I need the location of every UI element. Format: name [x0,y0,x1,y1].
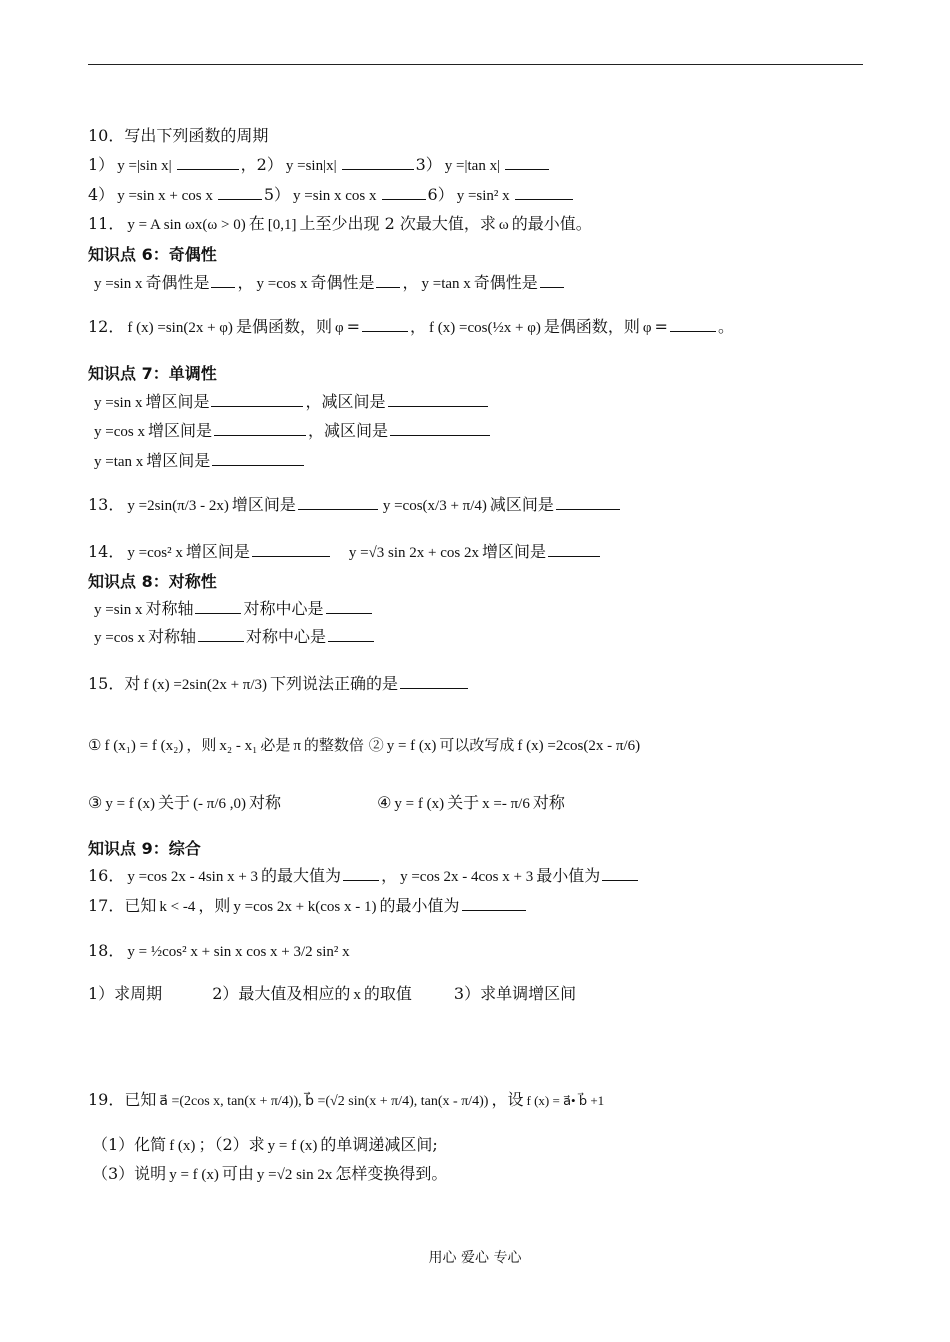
q19-line3: （3）说明 y = f (x) 可由 y =√2 sin 2x 怎样变换得到。 [92,1164,448,1183]
q10-line1: 1） y =|sin x| ，2） y =sin|x| 3） y =|tan x| [88,154,551,177]
q17: 17．已知 k < -4 ，则 y =cos 2x + k(cos x - 1) 的最小值为 [88,895,528,918]
heading-k8: 知识点 8：对称性 [88,572,217,591]
k7-line3: y =tan x 增区间是 [91,450,306,473]
heading-k9: 知识点 9：综合 [88,839,201,858]
q10-title: 10．写出下列函数的周期 [88,126,269,145]
header-rule [88,64,863,65]
q14: 14． y =cos² x 增区间是 y =√3 sin 2x + cos 2x 增区间是 [88,541,602,564]
q15-line1: 15．对 f (x) =2sin(2x + π/3) 下列说法正确的是 [88,673,470,696]
q15-line3: ③ y = f (x) 关于 (- π/6 ,0) 对称 ④ y = f (x) 关于 x =- π/6 对称 [88,793,565,812]
page-footer: 用心 爱心 专心 [428,1250,522,1266]
q18-line2: 1）求周期 2）最大值及相应的 x 的取值 3）求单调增区间 [88,984,577,1003]
q12: 12． f (x) =sin(2x + φ) 是偶函数，则 φ = ， f (x) =cos(½x + φ) 是偶函数，则 φ = 。 [88,317,734,336]
k8-line1: y =sin x 对称轴 对称中心是 [91,598,374,621]
k6-line1: y =sin x 奇偶性是 ， y =cos x 奇偶性是 ， y =tan x 奇偶性是 [91,272,566,295]
q15-line2: ① f (x₁) = f (x₂) ，则 x₂ - x₁ 必是 π 的整数倍 ② y = f (x) 可以改写成 f (x) =2cos(2x - π/6) [88,736,641,754]
heading-k7: 知识点 7：单调性 [88,364,217,383]
q19-line2: （1）化简 f (x) ；（2）求 y = f (x) 的单调递减区间; [92,1135,438,1154]
k8-line2: y =cos x 对称轴 对称中心是 [91,626,376,649]
k7-line2: y =cos x 增区间是 ，减区间是 [91,420,492,443]
k7-line1: y =sin x 增区间是 ，减区间是 [91,391,490,414]
q16: 16． y =cos 2x - 4sin x + 3 的最大值为 ， y =cos 2x - 4cos x + 3 最小值为 [88,865,640,888]
q10-line2: 4） y =sin x + cos x 5） y =sin x cos x 6） y =sin² x [88,184,575,207]
q19-line1: 19．已知 a⃗ =(2cos x, tan(x + π/4)), b⃗ =(√2 sin(x + π/4), tan(x - π/4)) ，设 f (x) = a⃗• b⃗ +1 [88,1090,605,1109]
heading-k6: 知识点 6：奇偶性 [88,245,217,264]
q11: 11． y = A sin ωx(ω > 0) 在 [0,1] 上至少出现 2 次最大值，求 ω 的最小值。 [88,214,592,233]
q13: 13． y =2sin(π/3 - 2x) 增区间是 y =cos(x/3 + π/4) 减区间是 [88,494,622,517]
q18-line1: 18． y = ½cos² x + sin x cos x + 3/2 sin² x [88,941,350,960]
